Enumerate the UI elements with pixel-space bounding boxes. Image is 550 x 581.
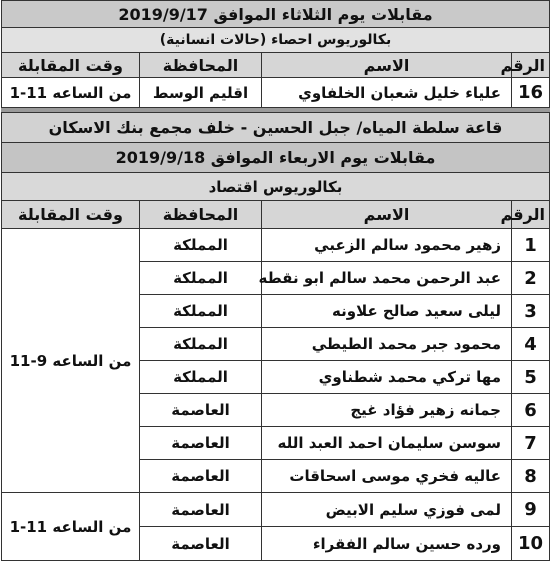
row-name: جمانه زهير فؤاد غيج <box>262 394 512 427</box>
row-number: 2 <box>512 262 550 295</box>
row-number: 4 <box>512 328 550 361</box>
row-name: عبد الرحمن محمد سالم ابو نقطه <box>262 262 512 295</box>
row-name: ورده حسين سالم الفقراء <box>262 527 512 561</box>
row-number: 8 <box>512 460 550 493</box>
row-name: عاليه فخري موسى اسحاقات <box>262 460 512 493</box>
row-governorate: العاصمة <box>140 394 262 427</box>
row-name: زهير محمود سالم الزعبي <box>262 229 512 262</box>
day1-major: بكالوريوس احصاء (حالات انسانية) <box>1 28 549 53</box>
row-number: 16 <box>512 78 550 108</box>
row-name: سوسن سليمان احمد العبد الله <box>262 427 512 460</box>
row-number: 5 <box>512 361 550 394</box>
schedule-table <box>1 0 550 561</box>
row-governorate: العاصمة <box>140 460 262 493</box>
time-slot-9-11: من الساعه 9-11 <box>1 229 139 493</box>
row-governorate: العاصمة <box>140 527 262 561</box>
row-governorate: المملكة <box>140 361 262 394</box>
day2-header-row <box>1 201 549 229</box>
row-number: 6 <box>512 394 550 427</box>
day1-header-time: وقت المقابلة <box>1 53 139 78</box>
row-governorate: اقليم الوسط <box>140 78 262 108</box>
day2-header-gov: المحافظة <box>140 201 262 229</box>
row-governorate: المملكة <box>140 262 262 295</box>
day1-header-row <box>1 53 549 78</box>
day1-header-num: الرقم <box>512 53 550 78</box>
row-name: لمى فوزي سليم الابيض <box>262 493 512 527</box>
row-governorate: العاصمة <box>140 427 262 460</box>
row-governorate: المملكة <box>140 295 262 328</box>
table-row <box>1 229 549 262</box>
row-number: 9 <box>512 493 550 527</box>
row-governorate: المملكة <box>140 229 262 262</box>
day2-header-num: الرقم <box>512 201 550 229</box>
table-row <box>1 78 549 108</box>
day2-header-name: الاسم <box>262 201 512 229</box>
row-governorate: العاصمة <box>140 493 262 527</box>
row-governorate: المملكة <box>140 328 262 361</box>
row-name: ليلى سعيد صالح علاونه <box>262 295 512 328</box>
day1-header-name: الاسم <box>262 53 512 78</box>
row-name: محمود جبر محمد الطيطي <box>262 328 512 361</box>
day1-title: مقابلات يوم الثلاثاء الموافق 2019/9/17 <box>1 1 549 28</box>
time-slot-11-1: من الساعه 11-1 <box>1 493 139 561</box>
day2-title: مقابلات يوم الاربعاء الموافق 2019/9/18 <box>1 143 549 173</box>
row-number: 3 <box>512 295 550 328</box>
venue-title: قاعة سلطة المياه/ جبل الحسين - خلف مجمع بنك الاسكان <box>1 113 549 143</box>
row-time: من الساعه 11-1 <box>1 78 139 108</box>
day2-major: بكالوريوس اقتصاد <box>1 173 549 201</box>
table-row <box>1 493 549 527</box>
row-number: 10 <box>512 527 550 561</box>
day1-header-gov: المحافظة <box>140 53 262 78</box>
row-number: 1 <box>512 229 550 262</box>
row-name: علياء خليل شعبان الخلفاوي <box>262 78 512 108</box>
row-number: 7 <box>512 427 550 460</box>
day2-header-time: وقت المقابلة <box>1 201 139 229</box>
row-name: مها تركي محمد شطناوي <box>262 361 512 394</box>
